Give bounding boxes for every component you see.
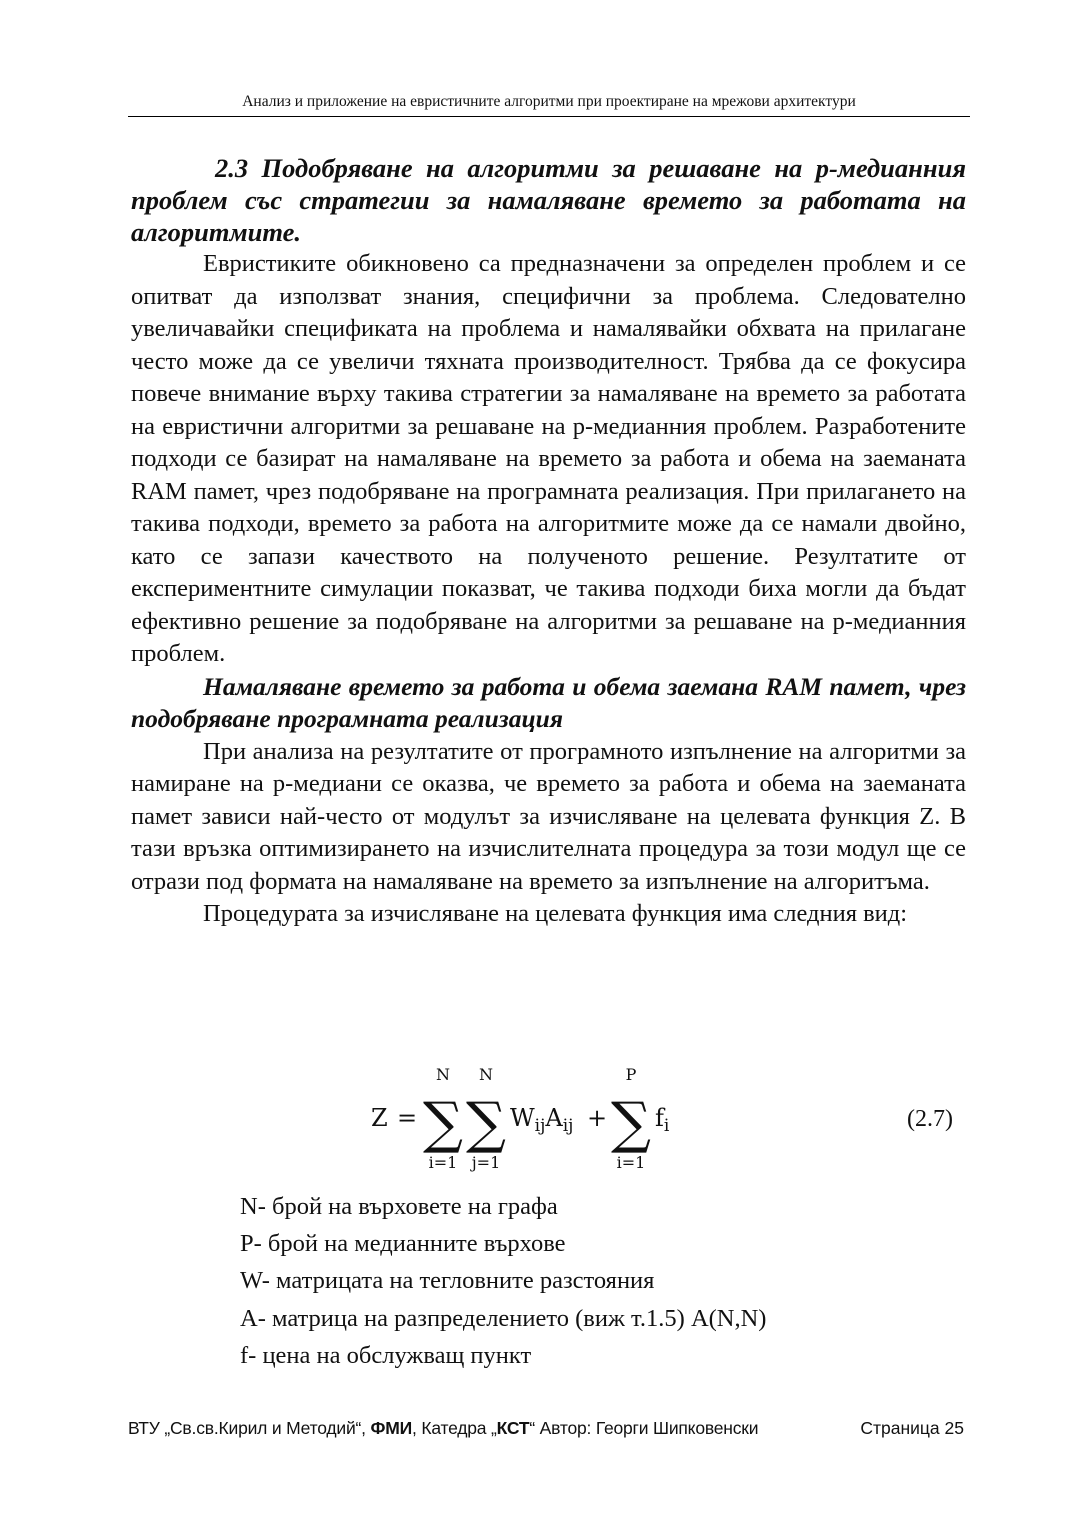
definition-w: W- матрицата на тегловните разстояния — [240, 1267, 655, 1295]
sum3-lower: i=1 — [616, 1153, 646, 1172]
objective-function-formula — [131, 1064, 966, 1172]
definition-n: N- брой на върховете на графа — [240, 1193, 558, 1220]
definition-f: f- цена на обслужващ пункт — [240, 1341, 532, 1369]
sum1-upper: N — [436, 1065, 450, 1084]
sum3-upper: P — [625, 1065, 637, 1084]
sum3-symbol: ∑ — [611, 1091, 651, 1156]
sum2-upper: N — [479, 1065, 493, 1084]
paragraph-analysis: При анализа на резултатите от програмното изпълнение на алгоритми за намиране на p-медиани се оказва, че времето за работа и обема на заеманата памет зависи най-често от модулът за изчисляване на целевата функция Z. В тази връзка оптимизирането на изчислителната процедура за този модул ще се отрази под формата на намаляване на времето за изпълнение на алгоритъма. — [131, 737, 966, 895]
footer-credits — [128, 1416, 758, 1440]
formula-plus: + — [587, 1104, 608, 1132]
footer-department: КСТ — [496, 1418, 530, 1438]
definition-p: P- брой на медианните върхове — [240, 1230, 566, 1258]
paragraph-procedure: Процедурата за изчисляване на целевата функция има следния вид: — [203, 900, 908, 927]
definition-a: A- матрица на разпределението (виж т.1.5) A(N,N) — [240, 1304, 767, 1332]
sum2-lower: j=1 — [471, 1153, 501, 1172]
footer-university: ВТУ „Св.св.Кирил и Методий“, — [128, 1418, 366, 1438]
paragraph-intro: Евристиките обикновено са предназначени за определен проблем и се опитват да използват знания, специфични за проблема. Следователно увеличавайки спецификата на проблема и намалявайки обхвата на прилагане често може да се увеличи тяхната производителност. Трябва да се фокусира повече внимание върху такива стратегии за намаляване на времето за работата на евристични алгоритми за решаване на p-медианния проблем. Разработените подходи се базират на намаляване на времето за работа и обема на заеманата RAM памет, чрез подобряване на програмната реализация. При прилагането на такива подходи, времето за работа на алгоритмите може да се намали двойно, като се запази качеството на полученото решение. Резултатите от експериментните симулации показват, че такива подходи биха могли да бъдат ефективно решение за подобряване на алгоритми за решаване на p-медианния проблем. — [131, 250, 966, 667]
sum1-lower: i=1 — [428, 1153, 458, 1172]
sum1-symbol: ∑ — [423, 1091, 463, 1156]
formula-term-f: $f_i$ — [655, 1104, 670, 1136]
footer-faculty: ФМИ — [370, 1418, 413, 1438]
running-header — [128, 92, 970, 117]
page-body — [131, 152, 966, 1369]
definitions-list — [240, 1188, 766, 1374]
page-number: Страница 25 — [860, 1418, 964, 1438]
section-heading: 2.3 Подобряване на алгоритми за решаване на p-медианния проблем със стратегии за намаляване времето за работата на алгоритмите. — [131, 153, 966, 247]
subsection-heading: Намаляване времето за работа и обема заемана RAM памет, чрез подобряване програмната реализация — [131, 671, 966, 733]
formula-lhs: Z — [371, 1104, 388, 1132]
formula-equals: = — [397, 1104, 418, 1132]
footer-author: “ Автор: Георги Шипковенски — [529, 1418, 759, 1438]
equation-number: (2.7) — [907, 1106, 953, 1132]
sum2-symbol: ∑ — [466, 1091, 506, 1156]
header-title: Анализ и приложение на евристичните алгоритми при проектиране на мрежови архитектури — [242, 93, 856, 110]
formula-term-wa: $W_{ij}A_{ij}$ — [510, 1104, 574, 1136]
footer-department-prefix: , Катедра „ — [412, 1418, 497, 1438]
